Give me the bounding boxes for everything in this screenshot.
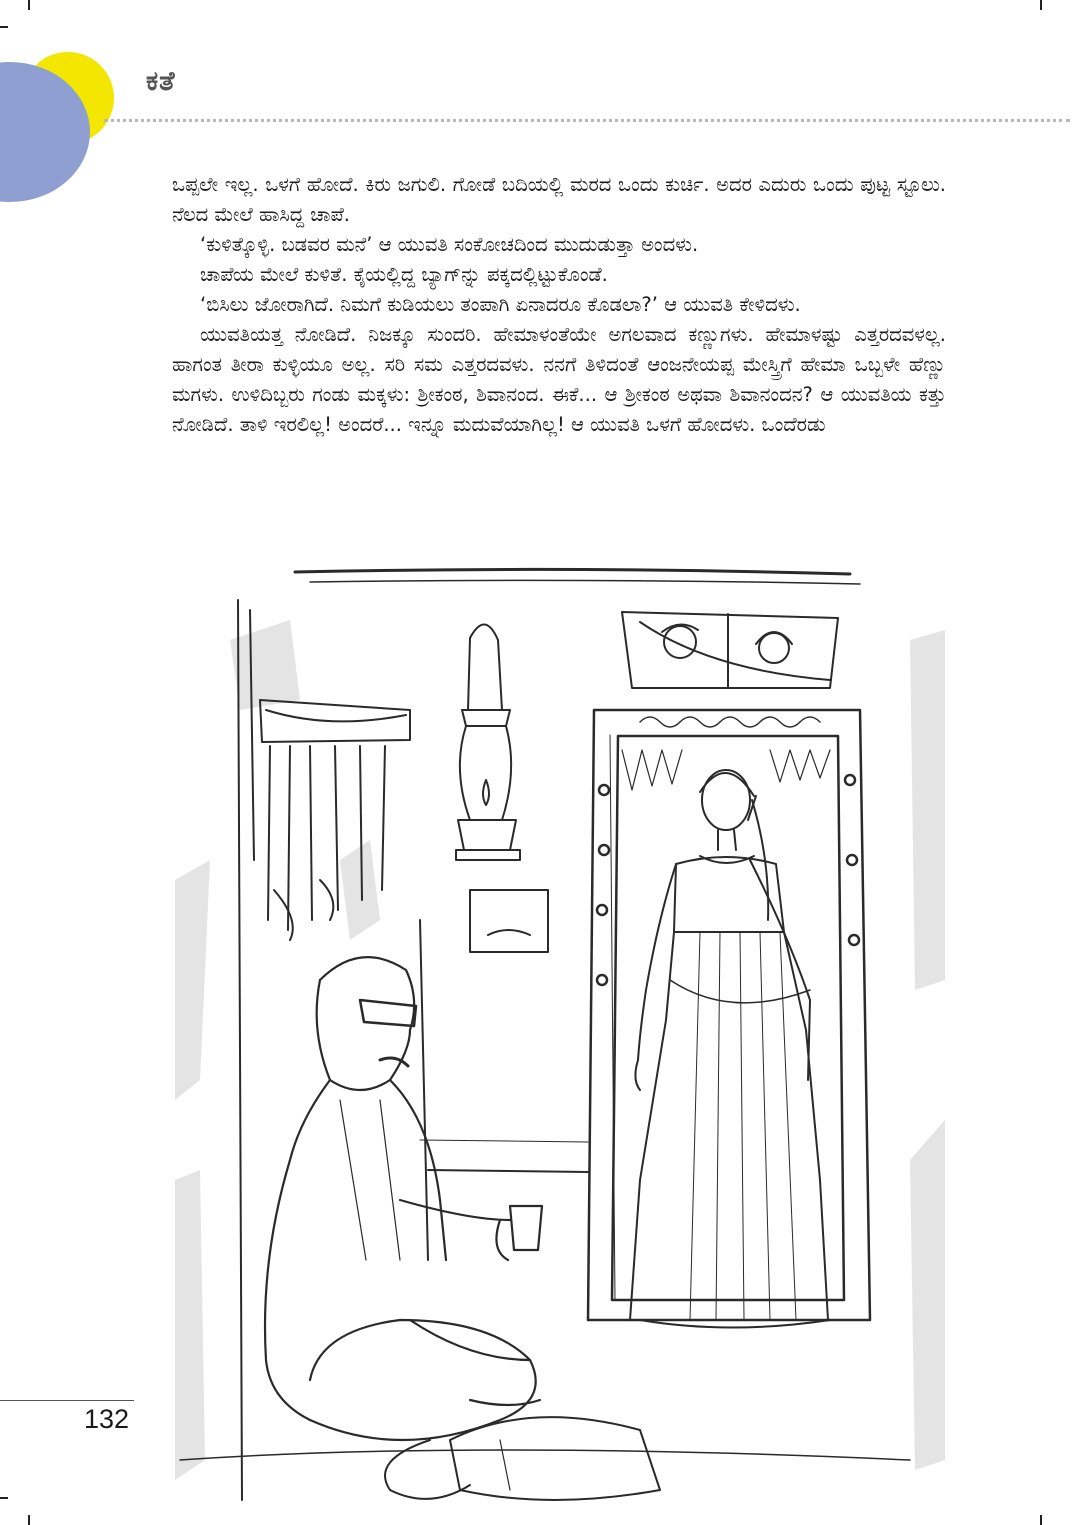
story-illustration [170, 560, 950, 1520]
floor-line [180, 1450, 910, 1460]
ceiling-line [295, 569, 850, 574]
section-title: ಕತೆ [146, 66, 176, 97]
paragraph-5: ಯುವತಿಯತ್ತ ನೋಡಿದೆ. ನಿಜಕ್ಕೂ ಸುಂದರಿ. ಹೇಮಾಳಂತೆಯೇ ಅಗಲವಾದ ಕಣ್ಣುಗಳು. ಹೇಮಾಳಷ್ಟು ಎತ್ತರದವಳಲ್ಲ. ಹಾಗಂತ ತೀರಾ ಕುಳ್ಳಿಯೂ ಅಲ್ಲ. ಸರಿ ಸಮ ಎತ್ತರದವಳು. ನನಗೆ ತಿಳಿದಂತೆ ಆಂಜನೇಯಪ್ಪ ಮೇಸ್ತ್ರಿಗೆ ಹೇಮಾ ಒಬ್ಬಳೇ ಹೆಣ್ಣು ಮಗಳು. ಉಳಿದಿಬ್ಬರು ಗಂಡು ಮಕ್ಕಳು: ಶ್ರೀಕಂಠ, ಶಿವಾನಂದ. ಈಕೆ... ಆ ಶ್ರೀಕಂಠ ಅಥವಾ ಶಿವಾನಂದನ? ಆ ಯುವತಿಯ ಕತ್ತು ನೋಡಿದೆ. ತಾಳಿ ಇರಲಿಲ್ಲ! ಅಂದರೆ... ಇನ್ನೂ ಮದುವೆಯಾಗಿಲ್ಲ! ಆ ಯುವತಿ ಒಳಗೆ ಹೋದಳು. ಒಂದೆರಡು [172, 323, 946, 436]
wall-photos [622, 612, 838, 688]
lantern [456, 624, 520, 860]
bag-on-floor [385, 1417, 660, 1500]
paragraph-1: ಒಪ್ಪಲೇ ಇಲ್ಲ. ಒಳಗೆ ಹೋದೆ. ಕಿರು ಜಗುಲಿ. ಗೋಡೆ ಬದಿಯಲ್ಲಿ ಮರದ ಒಂದು ಕುರ್ಚಿ. ಅದರ ಎದುರು ಒಂದು ಪುಟ್ಟ ಸ್ಟೂಲು. ನೆಲದ ಮೇಲೆ ಹಾಸಿದ್ದ ಚಾಪೆ. [172, 173, 946, 226]
paragraph-3: ಚಾಪೆಯ ಮೇಲೆ ಕುಳಿತೆ. ಕೈಯಲ್ಲಿದ್ದ ಬ್ಯಾಗ್‌ನ್ನು ಪಕ್ಕದಲ್ಲಿಟ್ಟುಕೊಂಡೆ. [200, 263, 608, 286]
paragraph-4: ‘ಬಿಸಿಲು ಜೋರಾಗಿದೆ. ನಿಮಗೆ ಕುಡಿಯಲು ತಂಪಾಗಿ ಏನಾದರೂ ಕೊಡಲಾ?’ ಆ ಯುವತಿ ಕೇಳಿದಳು. [200, 293, 801, 316]
wall-corner [420, 920, 588, 1260]
crop-mark-left-bottom [0, 1497, 8, 1499]
crop-mark-left-top [0, 26, 8, 28]
page-number: 132 [84, 1404, 130, 1434]
crop-mark-top-right [1040, 0, 1042, 10]
story-text [172, 170, 946, 440]
crop-mark-bottom-left [28, 1515, 30, 1525]
woman-figure [630, 770, 830, 1328]
page-number-rule [0, 1400, 134, 1401]
crop-mark-top-left [28, 0, 30, 10]
wall-shelf [470, 890, 548, 952]
door-frame [588, 710, 870, 1320]
header-dotted-rule [104, 119, 1070, 122]
paragraph-2: ‘ಕುಳಿತ್ಕೊಳ್ಳಿ. ಬಡವರ ಮನೆ’ ಆ ಯುವತಿ ಸಂಕೋಚದಿಂದ ಮುದುಡುತ್ತಾ ಅಂದಳು. [200, 233, 699, 256]
crop-mark-bottom-right [1040, 1515, 1042, 1525]
hanging-clothes [238, 600, 410, 1500]
man-figure [265, 957, 542, 1440]
